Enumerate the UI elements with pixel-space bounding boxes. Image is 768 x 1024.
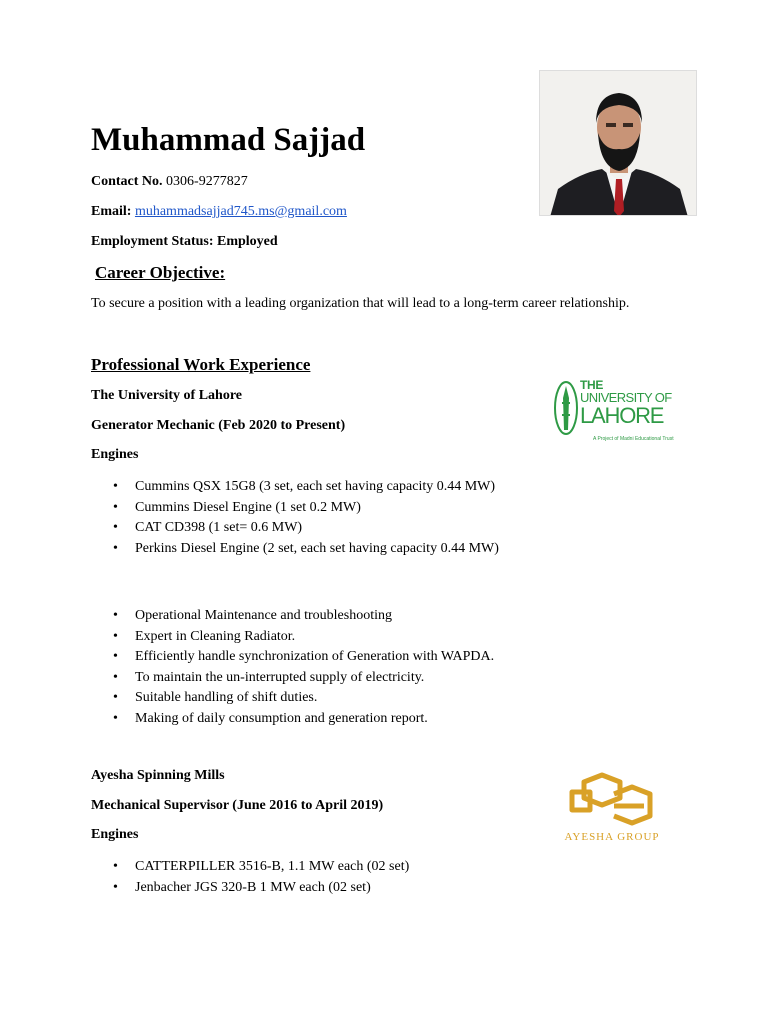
uol-line2: UNIVERSITY OF <box>580 390 672 405</box>
bullet-icon: • <box>113 628 118 644</box>
candidate-name: Muhammad Sajjad <box>91 122 366 158</box>
uol-tagline: A Project of Madni Educational Trust <box>593 436 674 442</box>
bullet-icon: • <box>113 540 118 556</box>
career-objective-text: To secure a position with a leading organization that will lead to a long-term career relationship. <box>91 296 630 311</box>
job-1-engines-label: Engines <box>91 447 139 462</box>
bullet-icon: • <box>113 499 118 515</box>
job-2-role: Mechanical Supervisor (June 2016 to April 2019) <box>91 798 384 813</box>
bullet-icon: • <box>113 669 118 685</box>
bullet-icon: • <box>113 879 118 895</box>
list-item: • Efficiently handle synchronization of Generation with WAPDA. <box>91 647 731 668</box>
list-item: • Operational Maintenance and troubleshooting <box>91 606 731 627</box>
contact-label: Contact No. <box>91 174 163 189</box>
email-label: Email: <box>91 204 132 219</box>
job-1-company: The University of Lahore <box>91 388 243 403</box>
bullet-icon: • <box>113 520 118 535</box>
bullet-icon: • <box>113 859 118 874</box>
list-item: • Jenbacher JGS 320-B 1 MW each (02 set) <box>91 878 731 899</box>
job-1-role: Generator Mechanic (Feb 2020 to Present) <box>91 418 346 433</box>
contact-value: 0306-9277827 <box>162 174 248 189</box>
uol-line3: LAHORE <box>580 403 664 428</box>
job-2-engines-label: Engines <box>91 827 139 842</box>
ayesha-group-logo <box>540 772 682 844</box>
university-of-lahore-logo <box>553 378 678 448</box>
list-item: • Making of daily consumption and generation report. <box>91 709 731 730</box>
email-link[interactable]: muhammadsajjad745.ms@gmail.com <box>134 204 347 219</box>
list-item: • CAT CD398 (1 set= 0.6 MW) <box>91 518 731 539</box>
bullet-icon: • <box>113 479 118 494</box>
bullet-icon: • <box>113 608 118 623</box>
experience-heading: Professional Work Experience <box>91 355 311 374</box>
list-item: • Suitable handling of shift duties. <box>91 688 731 709</box>
list-item: • Cummins QSX 15G8 (3 set, each set having capacity 0.44 MW) <box>91 477 731 498</box>
list-item: • Cummins Diesel Engine (1 set 0.2 MW) <box>91 498 731 519</box>
job-2-company: Ayesha Spinning Mills <box>91 768 225 783</box>
contact-line <box>91 173 248 191</box>
person-portrait-icon <box>540 71 697 216</box>
profile-photo <box>539 70 697 216</box>
email-line <box>91 203 347 221</box>
bullet-icon: • <box>113 710 118 726</box>
list-item: • CATTERPILLER 3516-B, 1.1 MW each (02 set) <box>91 857 731 878</box>
ayesha-group-text: AYESHA GROUP <box>564 831 660 843</box>
ayesha-hexagon-icon <box>540 772 682 830</box>
bullet-icon: • <box>113 690 118 705</box>
job-2-engines-list <box>91 857 731 898</box>
bullet-icon: • <box>113 649 118 664</box>
list-item: • To maintain the un-interrupted supply of electricity. <box>91 668 731 689</box>
list-item: • Expert in Cleaning Radiator. <box>91 627 731 648</box>
job-1-engines-list <box>91 477 731 559</box>
employment-status: Employment Status: Employed <box>91 234 278 249</box>
uol-line1: THE <box>580 378 604 392</box>
career-objective-heading: Career Objective: <box>95 263 226 282</box>
list-item: • Perkins Diesel Engine (2 set, each set having capacity 0.44 MW) <box>91 539 731 560</box>
job-1-duties-list <box>91 606 731 729</box>
